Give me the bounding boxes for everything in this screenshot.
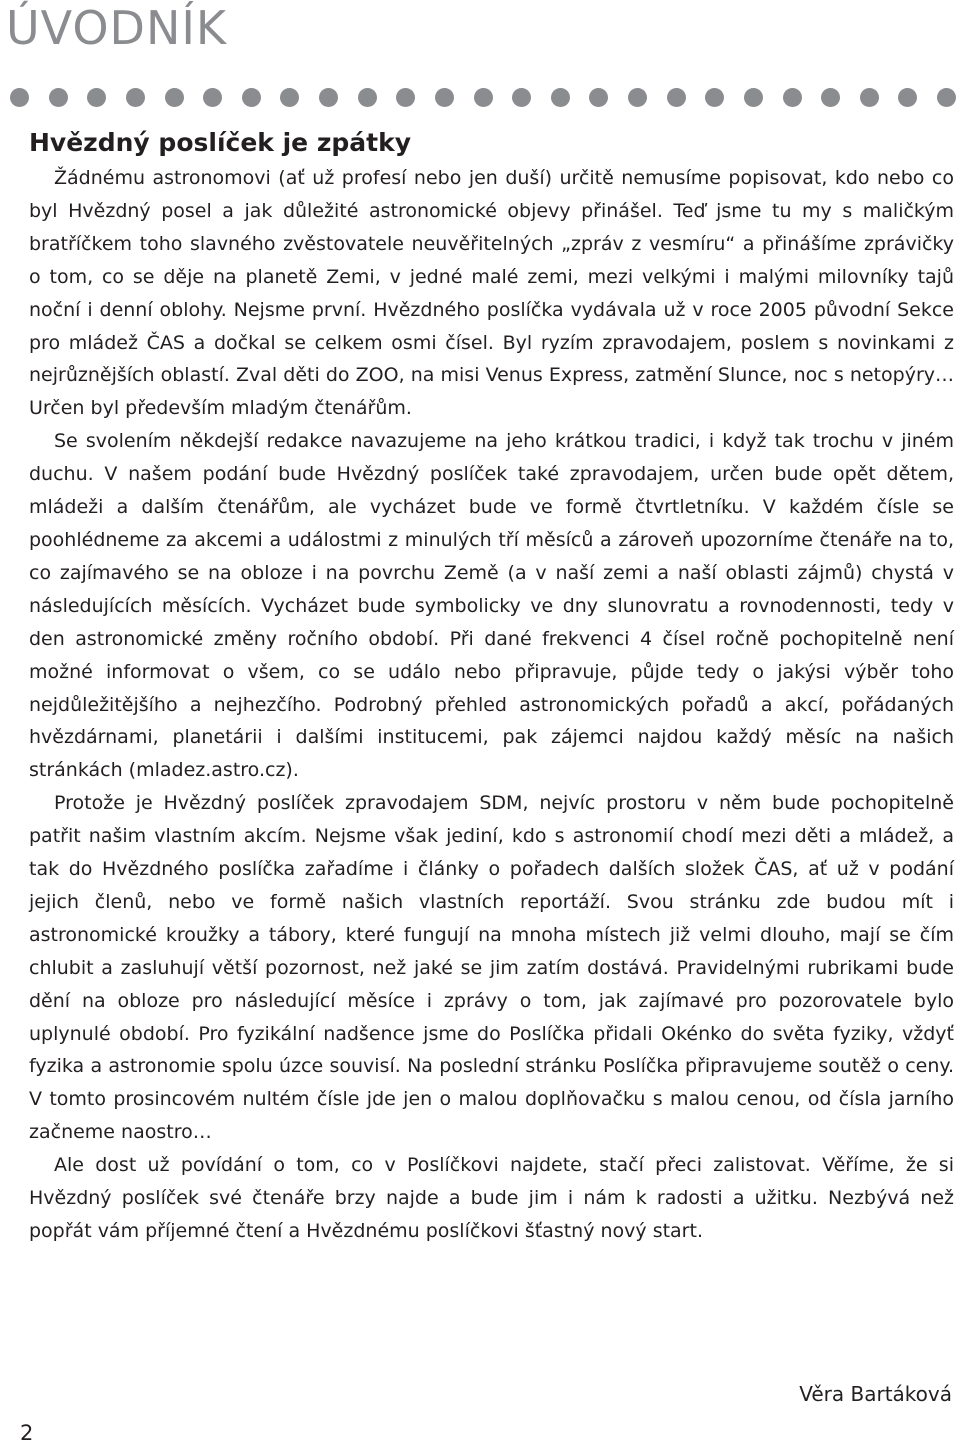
- divider-dot: [358, 88, 377, 107]
- divider-dot: [705, 88, 724, 107]
- divider-dot: [474, 88, 493, 107]
- divider-dot: [87, 88, 106, 107]
- divider-dot: [319, 88, 338, 107]
- divider-dot: [937, 88, 956, 107]
- article-paragraph: Protože je Hvězdný poslíček zpravodajem SDM, nejvíc prostoru v něm bude pochopitelně patřit našim vlastním akcím. Nejsme však jediní, kdo s astronomií chodí mezi děti a mládež, a tak do Hvězdného poslíčka zařadíme i články o pořadech dalších složek ČAS, ať už v podání jejich členů, nebo ve formě našich vlastních reportáží. Svou stránku zde budou mít i astronomické kroužky a tábory, které fungují na mnoha místech již velmi dlouho, mají se čím chlubit a zasluhují větší pozornost, než jaké se jim zatím dostává. Pravidelnými rubrikami bude dění na obloze pro následující měsíce i zprávy o tom, jak zajímavé pro pozorovatele bylo uplynulé období. Pro fyzikální nadšence jsme do Poslíčka přidali Okénko do světa fyziky, vždyť fyzika a astronomie spolu úzce souvisí. Na poslední stránku Poslíčka připravujeme soutěž o ceny. V tomto prosincovém nultém čísle jde jen o malou doplňovačku s malou cenou, od čísla jarního začneme naostro…: [29, 792, 954, 1144]
- dot-divider: [10, 87, 956, 107]
- article-paragraph: Žádnému astronomovi (ať už profesí nebo jen duší) určitě nemusíme popisovat, kdo nebo co byl Hvězdný posel a jak důležité astronomické objevy přinášel. Teď jsme tu my s maličkým bratříčkem toho slavného zvěstovatele neuvěřitelných „zpráv z vesmíru“ a přinášíme zprávičky o tom, co se děje na planetě Zemi, v jedné malé zemi, mezi velkými i malými milovníky tajů noční i denní oblohy. Nejsme první. Hvězdného poslíčka vydávala už v roce 2005 původní Sekce pro mládež ČAS a dočkal se celkem osmi čísel. Byl ryzím zpravodajem, poslem s novinkami z nejrůznějších oblastí. Zval děti do ZOO, na misi Venus Express, zatmění Slunce, noc s netopýry… Určen byl především mladým čtenářům.: [29, 167, 954, 420]
- divider-dot: [203, 88, 222, 107]
- divider-dot: [280, 88, 299, 107]
- divider-dot: [49, 88, 68, 107]
- divider-dot: [10, 88, 29, 107]
- divider-dot: [165, 88, 184, 107]
- divider-dot: [898, 88, 917, 107]
- page-number: 2: [20, 1421, 34, 1445]
- article-headline: Hvězdný poslíček je zpátky: [29, 128, 412, 157]
- divider-dot: [512, 88, 531, 107]
- divider-dot: [821, 88, 840, 107]
- article-paragraph: Ale dost už povídání o tom, co v Poslíčkovi najdete, stačí přeci zalistovat. Věříme, že si Hvězdný poslíček své čtenáře brzy najde a bude jim i nám k radosti a užitku. Nezbývá než popřát vám příjemné čtení a Hvězdnému poslíčkovi šťastný nový start.: [29, 1154, 954, 1242]
- divider-dot: [667, 88, 686, 107]
- divider-dot: [860, 88, 879, 107]
- divider-dot: [551, 88, 570, 107]
- author-signature: Věra Bartáková: [799, 1382, 952, 1406]
- article: [29, 126, 954, 1248]
- divider-dot: [242, 88, 261, 107]
- article-paragraph: Se svolením někdejší redakce navazujeme na jeho krátkou tradici, i když tak trochu v jiném duchu. V našem podání bude Hvězdný poslíček také zpravodajem, určen bude opět dětem, mládeži a dalším čtenářům, ale vycházet bude ve formě čtvrtletníku. V každém čísle se poohlédneme za akcemi a událostmi z minulých tří měsíců a zároveň upozorníme čtenáře na to, co zajímavého se na obloze i na povrchu Země (a v naší zemi a naší oblasti zájmů) chystá v následujících měsících. Vycházet bude symbolicky ve dny slunovratu a rovnodennosti, tedy v den astronomické změny ročního období. Při dané frekvenci 4 čísel ročně pochopitelně není možné informovat o všem, co se událo nebo připravuje, půjde tedy o jakýsi výběr toho nejdůležitějšího a nejhezčího. Podrobný přehled astronomických pořadů a akcí, pořádaných hvězdárnami, planetárii i dalšími institucemi, pak zájemci najdou každý měsíc na našich stránkách (mladez.astro.cz).: [29, 430, 954, 782]
- divider-dot: [435, 88, 454, 107]
- divider-dot: [589, 88, 608, 107]
- divider-dot: [396, 88, 415, 107]
- section-label: ÚVODNÍK: [6, 1, 228, 55]
- divider-dot: [783, 88, 802, 107]
- divider-dot: [628, 88, 647, 107]
- divider-dot: [126, 88, 145, 107]
- divider-dot: [744, 88, 763, 107]
